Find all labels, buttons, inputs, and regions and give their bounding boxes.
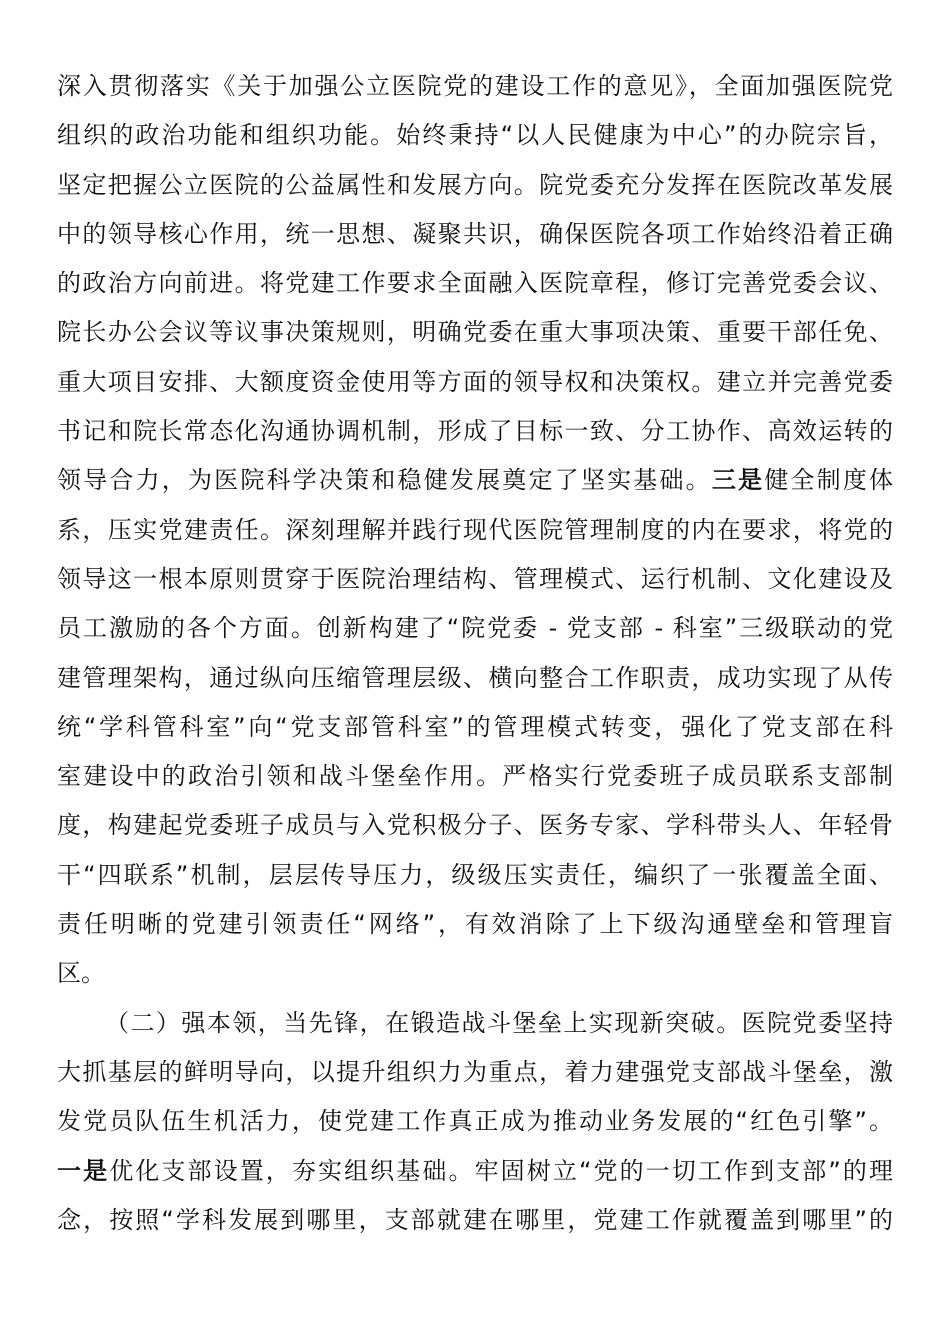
text-line: 书记和院长常态化沟通协调机制，形成了目标一致、分工协作、高效运转的 [57,417,893,446]
text-line: 念，按照“学科发展到哪里，支部就建在哪里，党建工作就覆盖到哪里”的 [57,1205,893,1234]
text-line: 深入贯彻落实《关于加强公立医院党的建设工作的意见》，全面加强医院党 [57,72,893,100]
body-text [57,62,893,1245]
text-line: 组织的政治功能和组织功能。始终秉持“以人民健康为中心”的办院宗旨， [57,121,893,150]
text-segment: 优化支部设置，夯实组织基础。牢固树立“党的一切工作到支部”的理 [109,1156,893,1185]
text-line: 发党员队伍生机活力，使党建工作真正成为推动业务发展的“红色引擎”。 [57,1107,893,1136]
text-line: 系，压实党建责任。深刻理解并践行现代医院管理制度的内在要求，将党的 [57,515,893,544]
text-line: 的政治方向前进。将党建工作要求全面融入医院章程，修订完善党委会议、 [57,269,893,298]
text-line: 院长办公会议等议事决策规则，明确党委在重大事项决策、重要干部任免、 [57,318,893,347]
text-line: 区。 [57,959,105,988]
text-line: 统“学科管科室”向“党支部管科室”的管理模式转变，强化了党支部在科 [57,712,893,741]
text-line: 责任明晰的党建引领责任“网络”，有效消除了上下级沟通壁垒和管理盲 [57,910,893,939]
text-line: 坚定把握公立医院的公益属性和发展方向。院党委充分发挥在医院改革发展 [57,170,893,199]
text-line: 大抓基层的鲜明导向，以提升组织力为重点，着力建强党支部战斗堡垒，激 [57,1057,893,1086]
text-line [57,456,893,505]
text-line: 室建设中的政治引领和战斗堡垒作用。严格实行党委班子成员联系支部制 [57,762,893,791]
text-line: 干“四联系”机制，层层传导压力，级级压实责任，编织了一张覆盖全面、 [57,860,893,889]
text-line: 度，构建起党委班子成员与入党积极分子、医务专家、学科带头人、年轻骨 [57,811,893,840]
text-line: 员工激励的各个方面。创新构建了“院党委 - 党支部 - 科室”三级联动的党 [57,614,893,643]
text-line: 中的领导核心作用，统一思想、凝聚共识，确保医院各项工作始终沿着正确 [57,219,893,248]
text-line: 领导这一根本原则贯穿于医院治理结构、管理模式、运行机制、文化建设及 [57,564,893,593]
bold-marker: 三是 [711,466,765,495]
text-segment: 健全制度体 [764,466,894,495]
section-heading-line: （二）强本领，当先锋，在锻造战斗堡垒上实现新突破。医院党委坚持 [105,1008,893,1037]
text-line: 建管理架构，通过纵向压缩管理层级、横向整合工作职责，成功实现了从传 [57,663,893,692]
bold-marker: 一是 [57,1156,110,1185]
text-segment: 领导合力，为医院科学决策和稳健发展奠定了坚实基础。 [57,466,712,495]
text-line [57,1147,893,1196]
text-line: 重大项目安排、大额度资金使用等方面的领导权和决策权。建立并完善党委 [57,367,893,396]
